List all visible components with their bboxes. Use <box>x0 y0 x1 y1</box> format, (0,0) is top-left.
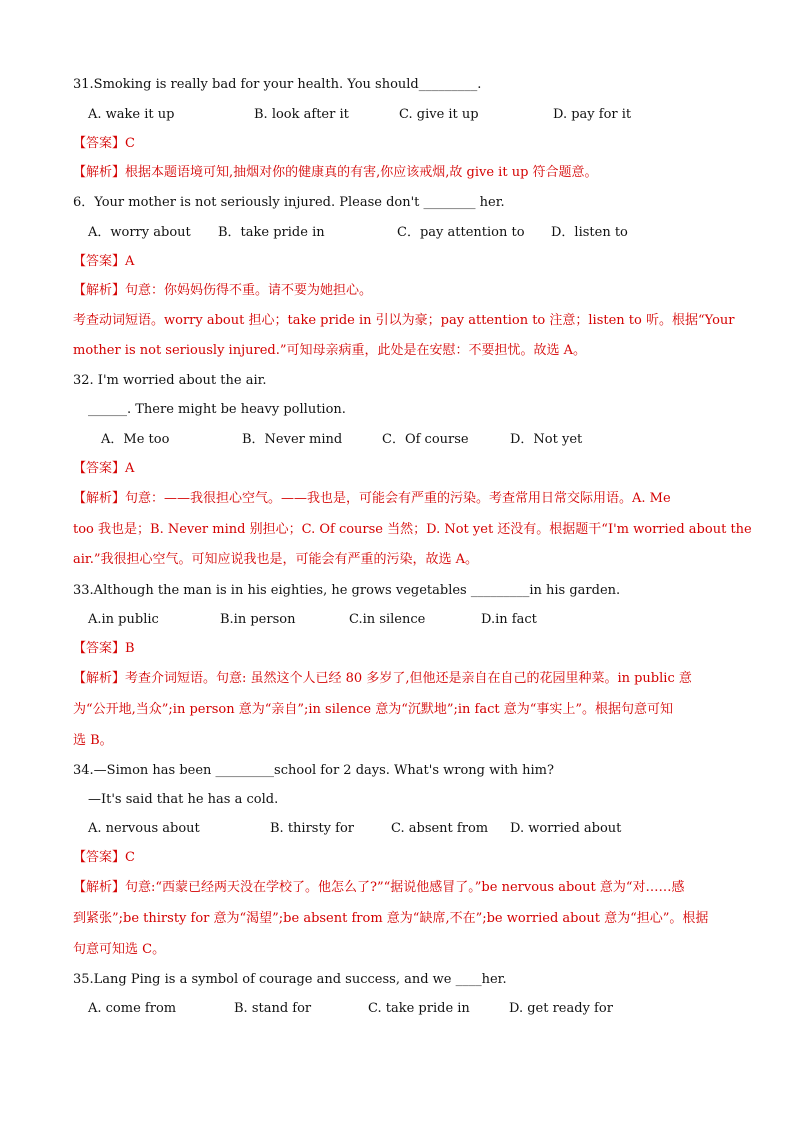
option-b: B. look after it <box>254 107 349 122</box>
analysis-34-line2: 到紧张”;be thirsty for 意为“渴望”;be absent from 意为“缺席,不在”;be worried about 意为“担心”。根据 <box>73 911 709 926</box>
analysis-6-line3: mother is not seriously injured.”可知母亲病重，此处是在安慰：不要担忧。故选 A。 <box>73 343 587 358</box>
option-b: B．Never mind <box>242 432 343 447</box>
analysis-32-line1: 【解析】句意：——我很担心空气。——我也是，可能会有严重的污染。考查常用日常交际用语。A. Me <box>73 491 671 506</box>
option-a: A. come from <box>88 1001 177 1016</box>
option-b: B. stand for <box>234 1001 312 1016</box>
option-d: D．Not yet <box>510 432 583 447</box>
option-b: B．take pride in <box>218 225 325 240</box>
option-c: C. absent from <box>391 821 489 836</box>
question-stem-31: 31.Smoking is really bad for your health. You should_________. <box>73 77 482 92</box>
question-stem-6: 6．Your mother is not seriously injured. Please don't ________ her. <box>73 195 505 210</box>
analysis-33-line1: 【解析】考查介词短语。句意: 虽然这个人已经 80 多岁了,但他还是亲自在自己的花园里种菜。in public 意 <box>73 671 692 686</box>
question-stem-34-reply: —It's said that he has a cold. <box>88 792 279 807</box>
answer-33: 【答案】B <box>73 641 135 656</box>
answer-34: 【答案】C <box>73 850 135 865</box>
option-b: B. thirsty for <box>270 821 355 836</box>
question-stem-32: 32. I'm worried about the air. <box>73 373 267 388</box>
question-stem-32-reply: ______. There might be heavy pollution. <box>88 402 346 417</box>
answer-32: 【答案】A <box>73 461 135 476</box>
option-a: A. wake it up <box>88 107 175 122</box>
option-d: D．listen to <box>551 225 628 240</box>
analysis-6-line1: 【解析】句意：你妈妈伤得不重。请不要为她担心。 <box>73 283 373 298</box>
option-c: C．pay attention to <box>397 225 525 240</box>
analysis-31: 【解析】根据本题语境可知,抽烟对你的健康真的有害,你应该戒烟,故 give it up 符合题意。 <box>73 165 598 180</box>
option-a: A．worry about <box>88 225 191 240</box>
question-stem-33: 33.Although the man is in his eighties, he grows vegetables _________in his garden. <box>73 583 621 598</box>
analysis-33-line3: 选 B。 <box>73 733 113 748</box>
option-a: A．Me too <box>101 432 170 447</box>
option-a: A. nervous about <box>88 821 200 836</box>
option-d: D.in fact <box>481 612 537 627</box>
option-c: C. take pride in <box>368 1001 470 1016</box>
answer-6: 【答案】A <box>73 254 135 269</box>
option-c: C. give it up <box>399 107 479 122</box>
analysis-33-line2: 为“公开地,当众”;in person 意为“亲自”;in silence 意为“沉默地”;in fact 意为“事实上”。根据句意可知 <box>73 702 674 717</box>
analysis-32-line2: too 我也是；B. Never mind 别担心；C. Of course 当然；D. Not yet 还没有。根据题干“I'm worried about the <box>73 522 752 537</box>
answer-31: 【答案】C <box>73 136 135 151</box>
question-stem-35: 35.Lang Ping is a symbol of courage and success, and we ____her. <box>73 972 507 987</box>
option-c: C．Of course <box>382 432 469 447</box>
analysis-32-line3: air.”我很担心空气。可知应说我也是，可能会有严重的污染，故选 A。 <box>73 552 478 567</box>
analysis-34-line3: 句意可知选 C。 <box>73 942 166 957</box>
question-stem-34: 34.—Simon has been _________school for 2 days. What's wrong with him? <box>73 763 554 778</box>
option-b: B.in person <box>220 612 296 627</box>
analysis-6-line2: 考查动词短语。worry about 担心；take pride in 引以为豪；pay attention to 注意；listen to 听。根据“Your <box>73 313 735 328</box>
analysis-34-line1: 【解析】句意:“西蒙已经两天没在学校了。他怎么了?”“据说他感冒了。”be nervous about 意为“对……感 <box>73 880 685 895</box>
option-a: A.in public <box>88 612 159 627</box>
option-d: D. worried about <box>510 821 622 836</box>
option-d: D. get ready for <box>509 1001 613 1016</box>
option-d: D. pay for it <box>553 107 632 122</box>
option-c: C.in silence <box>349 612 426 627</box>
